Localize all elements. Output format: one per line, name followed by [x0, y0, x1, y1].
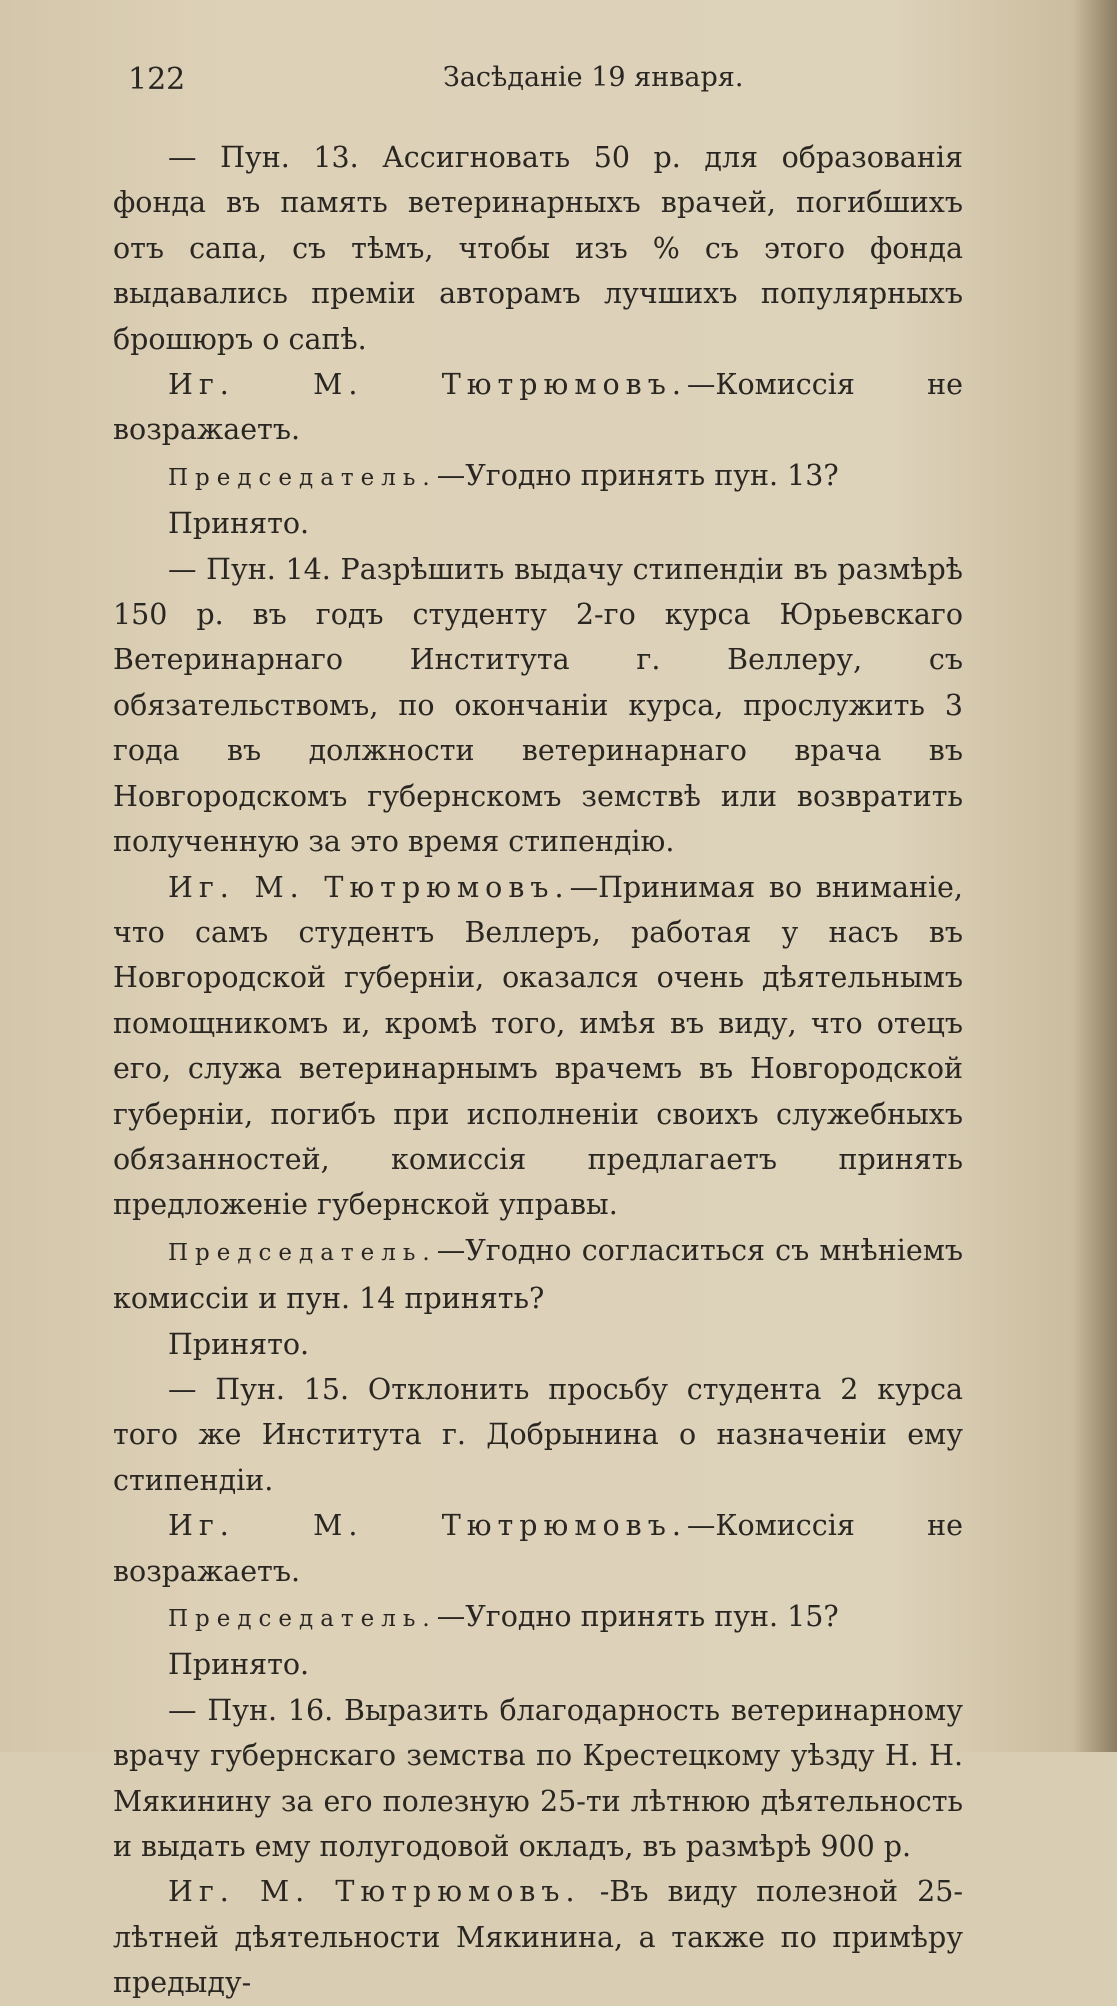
speaker-name: Иг. М. Тютрюмовъ.: [168, 368, 687, 402]
speech-text: —Комиссія не возражаетъ.: [113, 368, 963, 447]
accepted-line: Принято.: [168, 1327, 310, 1361]
paragraph-item-15: — Пун. 15. Отклонить просьбу студента 2 курса того же Института г. Добрынина о назначеніи ему стипендіи.: [113, 1372, 963, 1497]
speaker-name: Иг. М. Тютрюмовъ.: [168, 1509, 687, 1543]
speech-text: —Угодно согласиться съ мнѣніемъ комиссіи и пун. 14 принять?: [113, 1233, 963, 1316]
page-header: [128, 62, 968, 110]
paragraph-item-13: — Пун. 13. Ассигновать 50 р. для образованія фонда въ память ветеринарныхъ врачей, погибшихъ отъ сапа, съ тѣмъ, чтобы изъ % съ этого фонда выдавались преміи авторамъ лучшихъ популярныхъ брошюръ о сапѣ.: [113, 141, 963, 356]
speech-commission-4: [113, 1869, 963, 2005]
speech-chair-2: [113, 1228, 963, 1322]
speech-text: —Принимая во вниманіе, что самъ студентъ Веллеръ, работая у насъ въ Новгородской губерніи, оказался очень дѣятельнымъ помощникомъ и, кромѣ того, имѣя въ виду, что отецъ его, служа ветеринарнымъ врачемъ въ Новгородской губерніи, погибъ при исполненіи своихъ служебныхъ обязанностей, комиссія предлагаетъ принять предложеніе губернской управы.: [113, 870, 963, 1222]
paragraph-item-16: — Пун. 16. Выразить благодарность ветеринарному врачу губернскаго земства по Крестецкому уѣзду Н. Н. Мякинину за его полезную 25-ти лѣтнюю дѣятельность и выдать ему полугодовой окладъ, въ размѣрѣ 900 р.: [113, 1693, 963, 1864]
speech-commission-1: [113, 362, 963, 453]
speaker-name: Председатель.: [168, 1606, 437, 1632]
speech-text: -Въ виду полезной 25-лѣтней дѣятельности Мякинина, а также по примѣру предыду-: [113, 1875, 963, 2000]
speech-chair-3: [113, 1594, 963, 1642]
page-number: 122: [128, 62, 186, 97]
speech-text: —Угодно принять пун. 13?: [436, 458, 839, 492]
speaker-name: Председатель.: [168, 1239, 437, 1266]
speech-commission-2: [113, 865, 963, 1228]
speech-text: —Угодно принять пун. 15?: [436, 1600, 839, 1633]
accepted-line: Принято.: [168, 1648, 310, 1682]
running-title: Засѣданіе 19 января.: [443, 62, 744, 93]
speaker-name: Иг. М. Тютрюмовъ.: [168, 870, 570, 904]
paragraph-item-14: — Пун. 14. Разрѣшить выдачу стипендіи въ размѣрѣ 150 р. въ годъ студенту 2-го курса Юрьевскаго Ветеринарнаго Института г. Веллеру, съ обязательствомъ, по окончаніи курса, прослужить 3 года въ должности ветеринарнаго врача въ Новгородскомъ губернскомъ земствѣ или возвратить полученную за это время стипендію.: [113, 552, 963, 859]
accepted-line: Принято.: [168, 507, 310, 541]
speaker-name: Председатель.: [168, 464, 437, 491]
speech-chair-1: [113, 453, 963, 501]
page-body: [113, 135, 963, 2006]
speaker-name: Иг. М. Тютрюмовъ.: [168, 1875, 581, 1909]
speech-commission-3: [113, 1503, 963, 1594]
speech-text: —Комиссія не возражаетъ.: [113, 1509, 963, 1588]
